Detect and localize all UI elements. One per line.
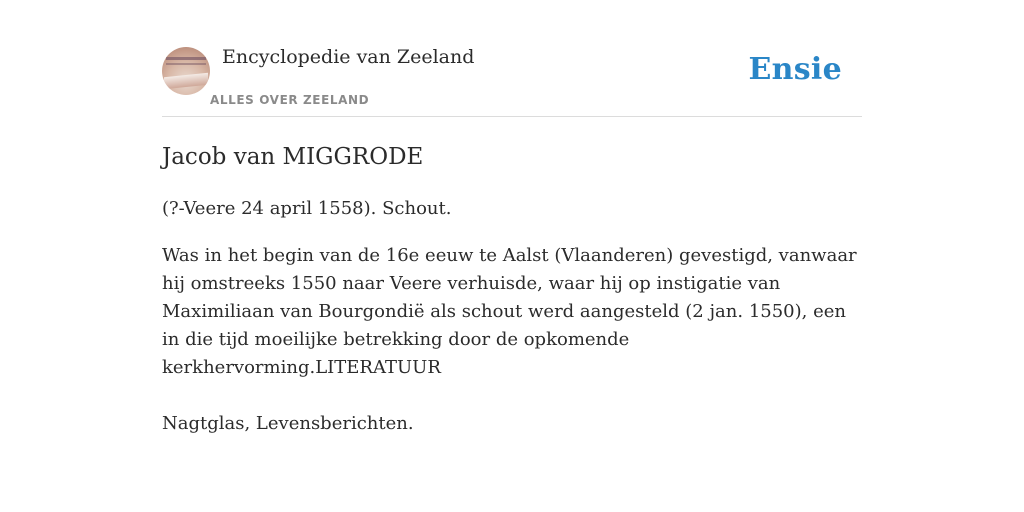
article-title: Jacob van MIGGRODE <box>162 144 424 170</box>
page-container <box>162 0 862 438</box>
site-subtitle: ALLES OVER ZEELAND <box>210 93 370 107</box>
site-title[interactable]: Encyclopedie van Zeeland <box>222 46 475 68</box>
site-header <box>162 0 862 117</box>
article-body: Was in het begin van de 16e eeuw te Aalst (Vlaanderen) gevestigd, vanwaar hij omstreeks 1550 naar Veere verhuisde, waar hij op instigatie van Maximiliaan van Bourgondië als schout werd aangesteld (2 jan. 1550), een in die tijd moeilijke betrekking door de opkomende kerkhervorming.LITERATUUR <box>162 245 857 378</box>
site-logo-avatar[interactable] <box>162 47 210 95</box>
brand-logo[interactable]: Ensie <box>748 52 842 87</box>
avatar-book-image <box>164 73 208 90</box>
article-literature: Nagtglas, Levensberichten. <box>162 413 414 434</box>
article-lead: (?-Veere 24 april 1558). Schout. <box>162 198 452 219</box>
avatar-decoration <box>166 63 206 65</box>
avatar-decoration <box>166 57 206 60</box>
